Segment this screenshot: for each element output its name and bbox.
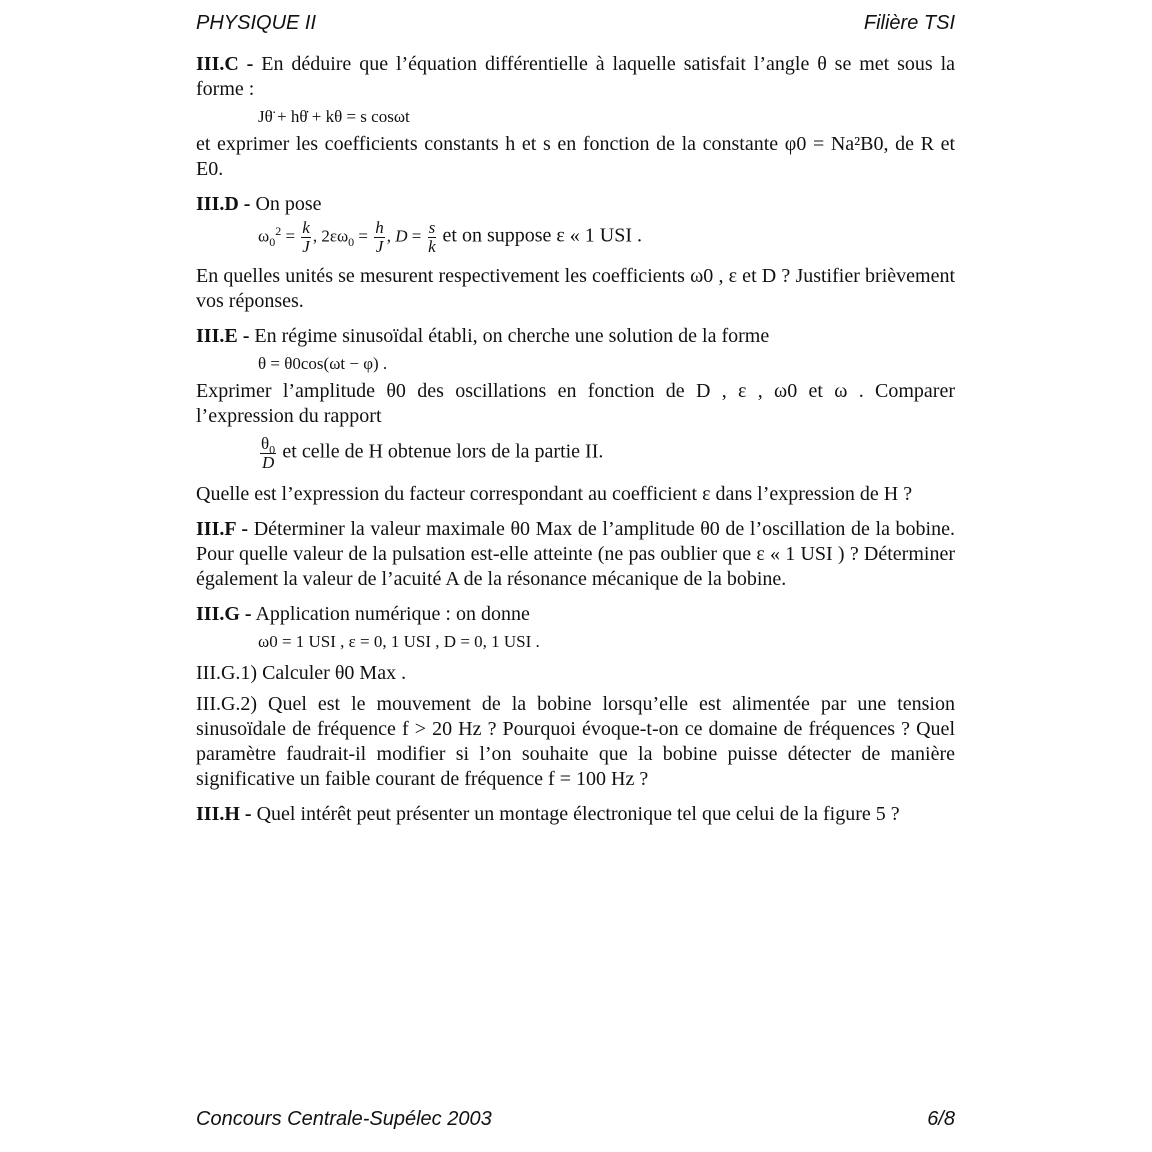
section-label: III.C - [196, 53, 254, 75]
section-III-H [196, 802, 955, 827]
section-III-D [196, 192, 955, 314]
equation-differential: Jθ̈ + hθ̇ + kθ = s cosωt [258, 107, 410, 126]
section-f-text: Déterminer la valeur maximale θ0 Max de l’amplitude θ0 de l’oscillation de la bobine. Pour quelle valeur de la pulsation est-elle atteinte (ne pas oublier que ε « 1 USI ) ? Déterminer également la valeur de l’acuité A de la résonance mécanique de la bobine. [196, 518, 955, 590]
section-label: III.E - [196, 325, 250, 347]
header-right: Filière TSI [863, 12, 955, 34]
section-d-eq-tail: et on suppose ε « 1 USI . [442, 224, 643, 247]
page-header [196, 12, 955, 36]
page-footer [196, 1108, 955, 1132]
section-d-text2: En quelles unités se mesurent respectivement les coefficients ω0 , ε et D ? Justifier brièvement vos réponses. [196, 265, 955, 312]
document-page [196, 0, 955, 1152]
equation-definitions: $\omega_0^2$ = $\frac{k}{J}$ , $2\varepsilon\omega_0$ = $\frac{h}{J}$ , D = $\frac{s}{k}$ et on suppose ε « 1 USI . [258, 218, 643, 256]
equation-solution-form: θ = θ0cos(ωt − φ) . [258, 354, 388, 373]
footer-right: 6/8 [927, 1108, 955, 1130]
numeric-values: ω0 = 1 USI , ε = 0, 1 USI , D = 0, 1 USI . [258, 632, 540, 651]
footer-left: Concours Centrale-Supélec 2003 [196, 1108, 492, 1130]
section-label: III.D - [196, 193, 251, 215]
section-e-text3: Quelle est l’expression du facteur correspondant au coefficient ε dans l’expression de H ? [196, 483, 913, 505]
section-III-F [196, 517, 955, 592]
section-label: III.G - [196, 603, 252, 625]
section-g-text: Application numérique : on donne [255, 603, 530, 625]
section-c-text1: En déduire que l’équation différentielle à laquelle satisfait l’angle θ se met sous la forme : [196, 53, 956, 100]
section-e-text1: En régime sinusoïdal établi, on cherche une solution de la forme [254, 325, 770, 347]
section-c-text2: et exprimer les coefficients constants h et s en fonction de la constante φ0 = Na²B0, de R et E0. [196, 133, 955, 180]
question-III-G-2: III.G.2) Quel est le mouvement de la bobine lorsqu’elle est alimentée par une tension sinusoïdale de fréquence f > 20 Hz ? Pourquoi évoque-t-on ce domaine de fréquences ? Quel paramètre faudrait-il modifier si l’on souhaite que la bobine puisse détecter de manière significative un faible courant de fréquence f = 100 Hz ? [196, 693, 955, 790]
section-h-text: Quel intérêt peut présenter un montage électronique tel que celui de la figure 5 ? [256, 803, 900, 825]
section-text [196, 52, 955, 102]
section-e-frac-tail: et celle de H obtenue lors de la partie II. [282, 440, 604, 463]
document-body [196, 52, 955, 837]
section-e-text2: Exprimer l’amplitude θ0 des oscillations en fonction de D , ε , ω0 et ω . Comparer l’expression du rapport [196, 380, 955, 427]
section-III-G [196, 602, 955, 792]
section-label: III.F - [196, 518, 249, 540]
section-label: III.H - [196, 803, 252, 825]
section-III-C [196, 52, 955, 182]
question-III-G-1: III.G.1) Calculer θ0 Max . [196, 662, 407, 684]
ratio-fraction: $\frac{\theta_0}{D}$ et celle de H obtenue lors de la partie II. [261, 434, 604, 472]
section-d-text1: On pose [255, 193, 322, 215]
section-III-E [196, 324, 955, 507]
header-left: PHYSIQUE II [196, 12, 317, 34]
